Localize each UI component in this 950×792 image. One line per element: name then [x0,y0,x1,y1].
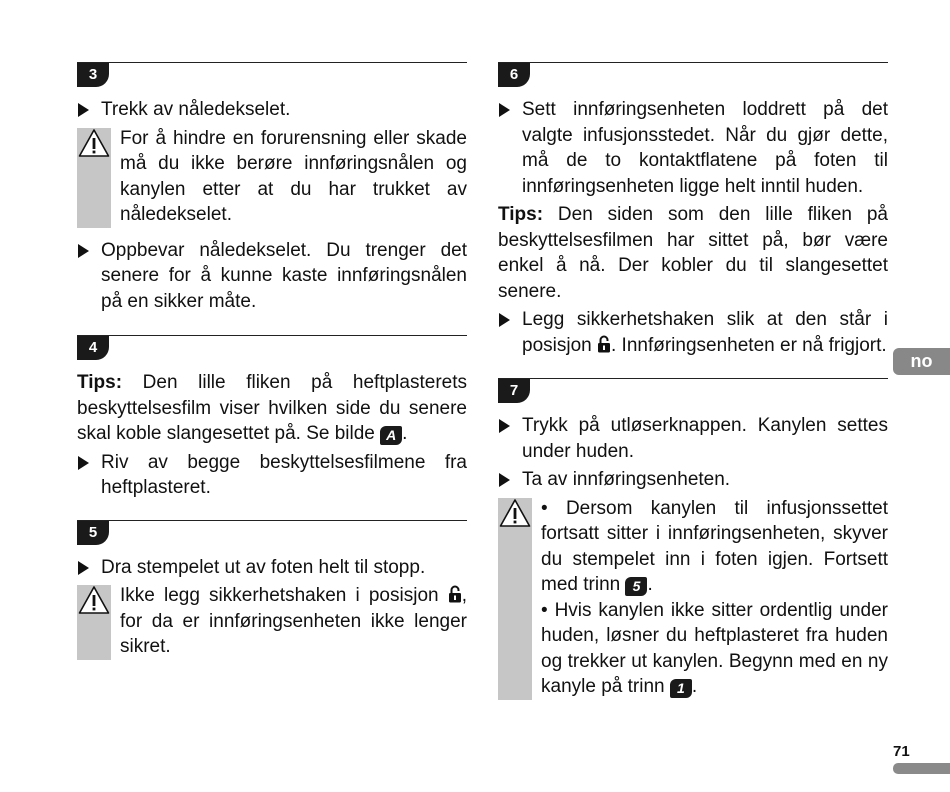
figure-reference-badge: A [380,426,402,445]
step-6-header [498,62,888,91]
left-column [77,62,467,670]
instruction-bullet: Dra stempelet ut av foten helt til stopp. [77,555,467,581]
step-3-header [77,62,467,91]
warning-text: For å hindre en forurensning eller skade må du ikke berøre innføringsnålen og kanylen etter at du har trukket av nåledekselet. [120,127,467,225]
instruction-bullet: Sett innføringsenheten loddrett på det valgte infusjonsstedet. Når du gjør dette, må de to kontaktflatene på foten til innføringsenheten ligge helt inntil huden. [498,97,888,199]
step-7-header [498,378,888,407]
warning-box [498,496,888,700]
arrow-bullet-icon [78,561,89,575]
warning-bar [498,498,532,700]
step-3 [77,62,467,314]
arrow-bullet-icon [78,244,89,258]
step-7 [498,378,888,700]
step-badge: 4 [77,336,109,360]
arrow-bullet-icon [499,419,510,433]
warning-triangle-icon [78,585,110,615]
warning-box [77,583,467,660]
arrow-bullet-icon [499,103,510,117]
tip-label: Tips: [498,204,544,225]
arrow-bullet-icon [499,473,510,487]
step-badge: 6 [498,63,530,87]
instruction-bullet: Trykk på utløserknappen. Kanylen settes under huden. [498,413,888,464]
step-badge: 7 [498,379,530,403]
step-badge: 3 [77,63,109,87]
page-number: 71 [893,743,910,760]
step-4-header [77,335,467,364]
instruction-bullet: Riv av begge beskyttelsesfilmene fra heftplasteret. [77,450,467,501]
lock-open-icon [448,585,462,603]
lock-open-icon [597,335,611,353]
warning-text: Ikke legg sikkerhetshaken i posisjon , for da er innføringsenheten ikke lenger sikret. [120,585,467,657]
warning-box [77,126,467,228]
warning-triangle-icon [499,498,531,528]
arrow-bullet-icon [78,456,89,470]
instruction-bullet: Legg sikkerhetshaken slik at den står i posisjon . Innføringsenheten er nå frigjort. [498,307,888,358]
language-tab: no [893,348,950,375]
step-5-header [77,520,467,549]
arrow-bullet-icon [499,313,510,327]
step-5 [77,520,467,660]
step-reference-badge: 5 [625,577,647,596]
tip-label: Tips: [77,372,123,393]
arrow-bullet-icon [78,103,89,117]
step-4 [77,335,467,501]
step-6 [498,62,888,358]
tip-paragraph: Tips: Den siden som den lille fliken på beskyttelsesfilmen har sittet på, bør være enkel å nå. Der kobler du til slangesettet senere. [498,204,888,302]
step-badge: 5 [77,521,109,545]
instruction-bullet: Trekk av nåledekselet. [77,97,467,123]
page-bar [893,763,950,774]
instruction-bullet: Oppbevar nåledekselet. Du trenger det senere for å kunne kaste innføringsnålen på en sikker måte. [77,238,467,315]
warning-triangle-icon [78,128,110,158]
step-reference-badge: 1 [670,679,692,698]
right-column [498,62,888,710]
warning-text: • Hvis kanylen ikke sitter ordentlig under huden, løsner du heftplasteret fra huden og trekker ut kanylen. Begynn med en ny kanyle på trinn 1 . [541,599,888,697]
tip-paragraph: Tips: Den lille fliken på heftplasterets beskyttelsesfilm viser hvilken side du senere skal koble slangesettet på. Se bilde A . [77,372,467,444]
instruction-bullet: Ta av innføringsenheten. [498,467,888,493]
warning-text: • Dersom kanylen til infusjonssettet fortsatt sitter i innføringsenheten, skyver du stempelet inn i foten igjen. Fortsett med trinn 5 . [541,497,888,595]
